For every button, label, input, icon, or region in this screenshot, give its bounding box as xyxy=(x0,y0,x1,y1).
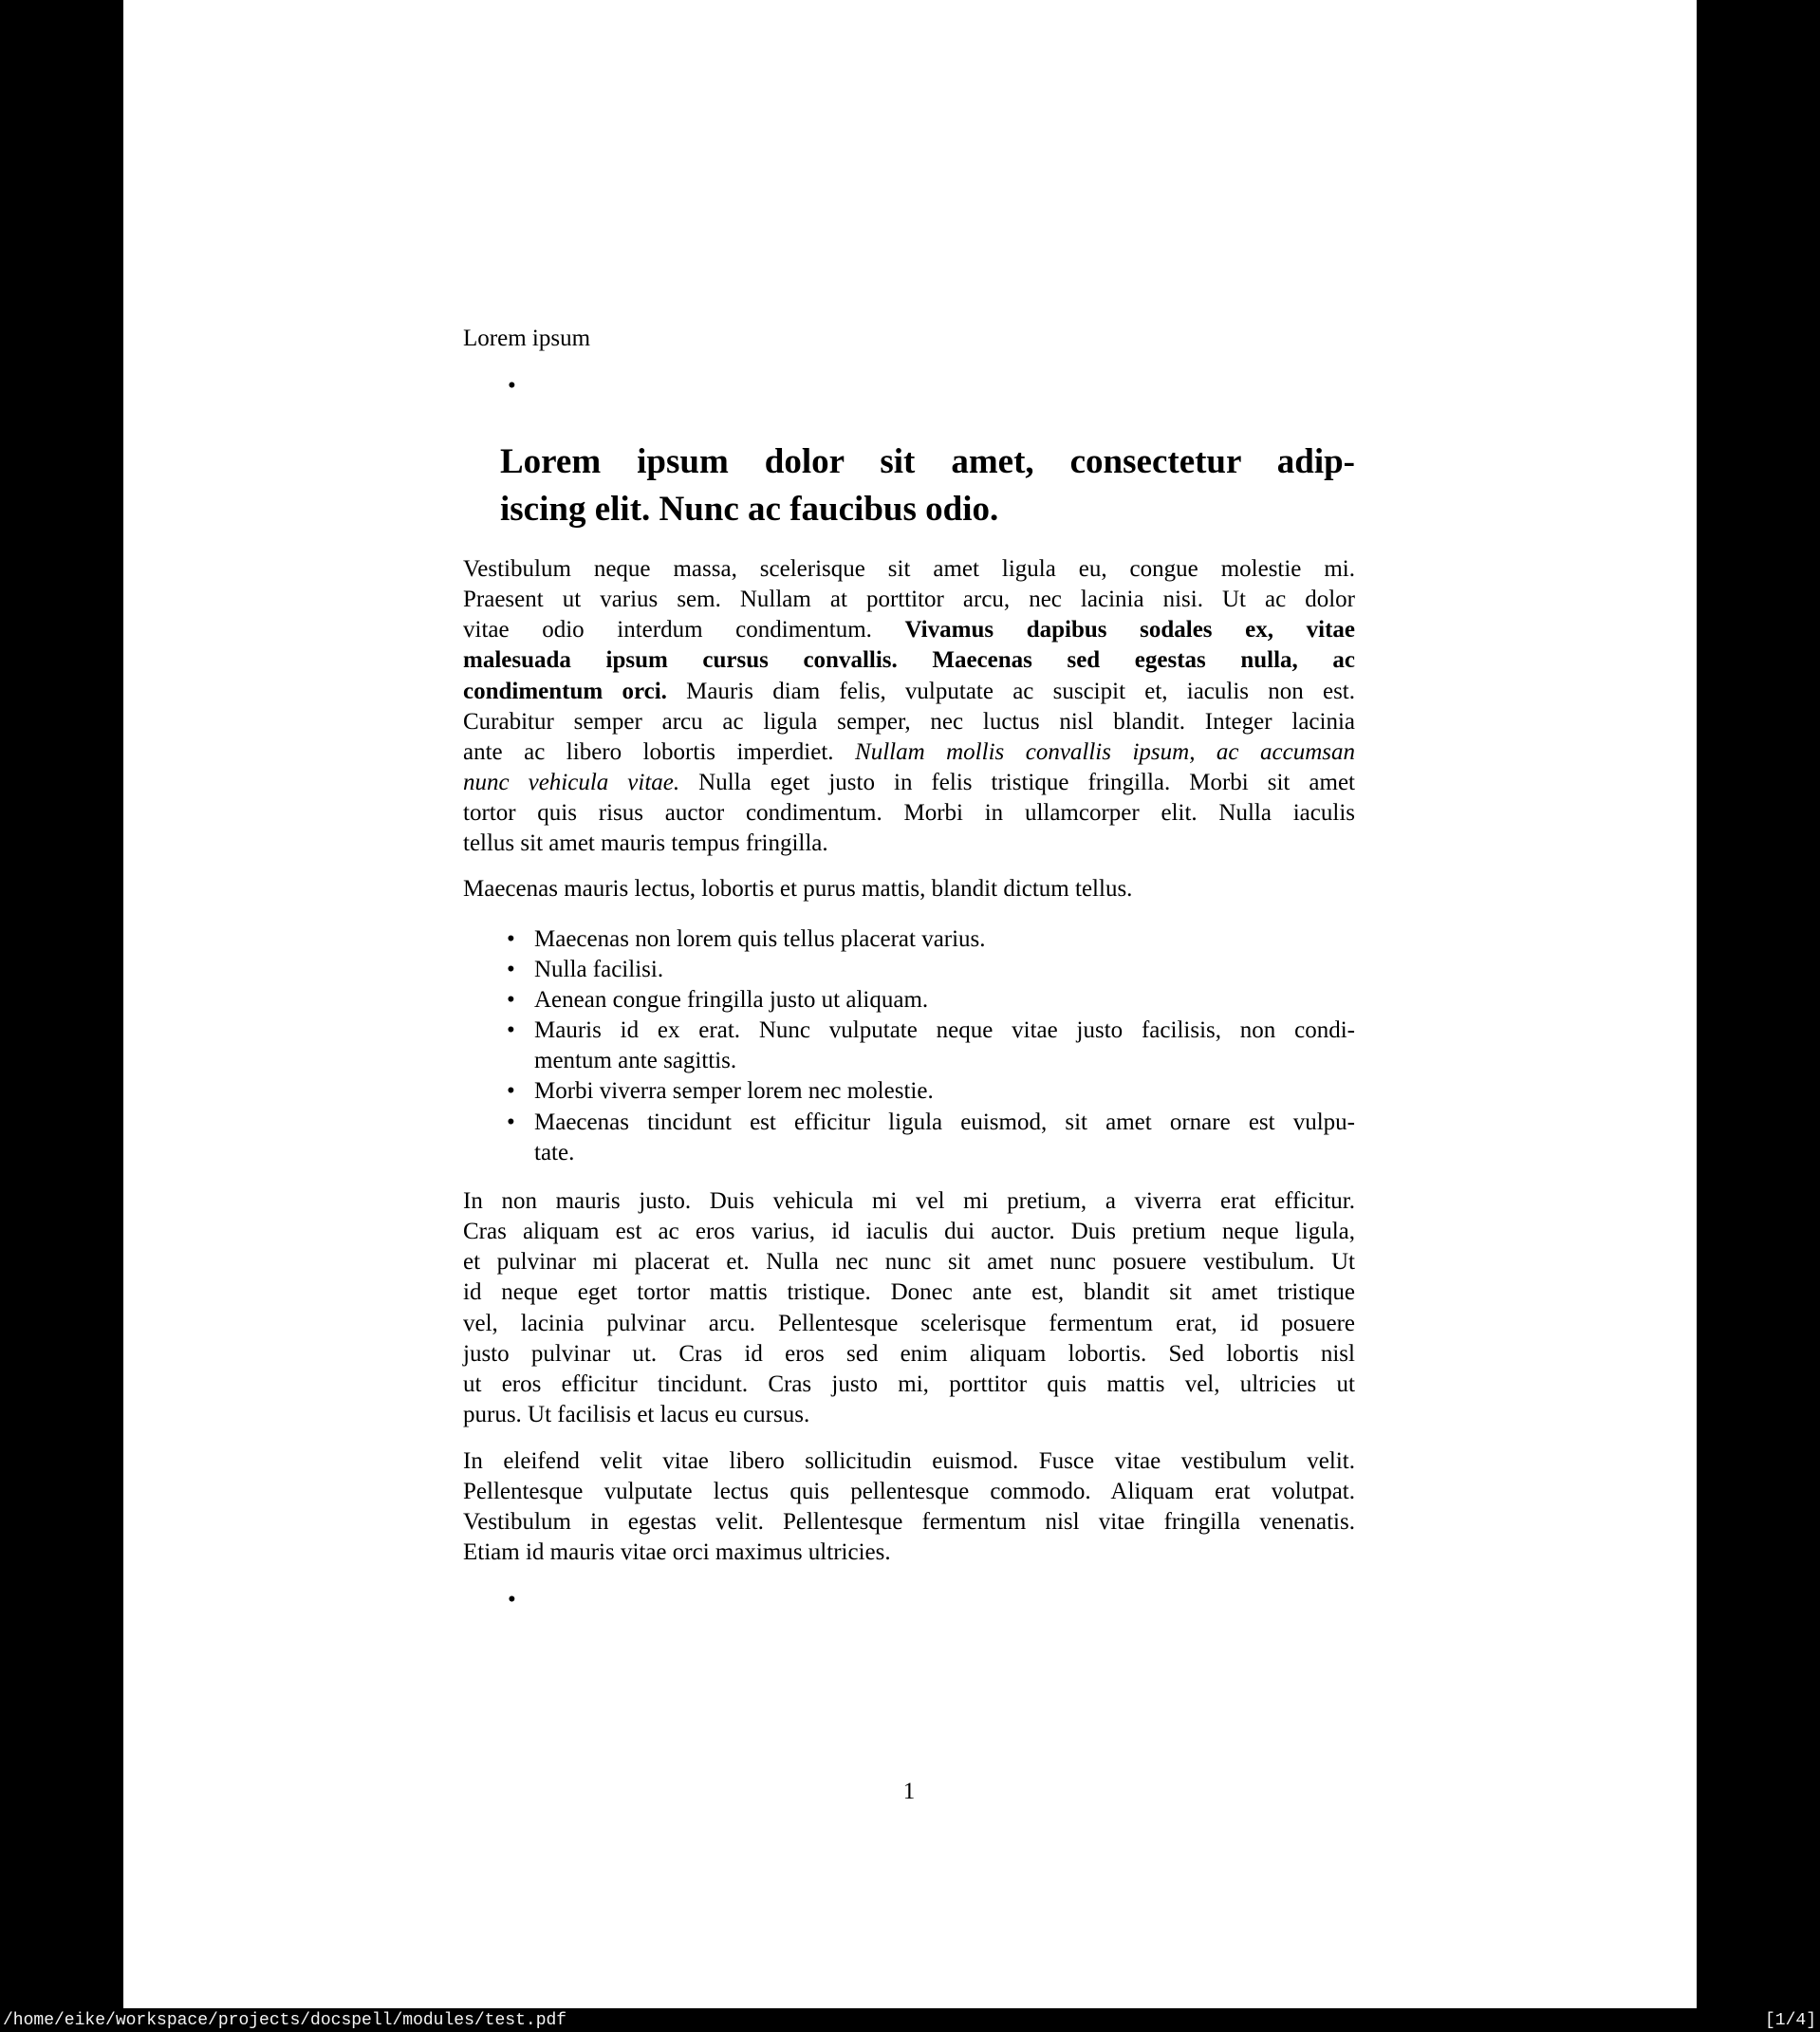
text-line: Pellentesque vulputate lectus quis pellentesque commodo. Aliquam erat volutpat. xyxy=(463,1479,1355,1505)
intro-text: Lorem ipsum xyxy=(463,326,591,351)
paragraph-in-eleifend xyxy=(463,1446,1355,1569)
text-line: tellus sit amet mauris tempus fringilla. xyxy=(463,830,828,857)
text-line: nunc vehicula vitae. Nulla eget justo in felis tristique fringilla. Morbi sit amet xyxy=(463,770,1355,796)
paragraph-vestibulum xyxy=(463,554,1355,860)
text-line: tate. xyxy=(534,1139,575,1165)
text-line: mentum ante sagittis. xyxy=(534,1048,737,1074)
text-line: iscing elit. Nunc ac faucibus odio. xyxy=(500,490,999,529)
page-number: 1 xyxy=(902,1779,916,1804)
text-line: • Mauris id ex erat. Nunc vulputate neque vitae justo facilisis, non condi- xyxy=(534,1016,1355,1046)
empty-bullet-icon: • xyxy=(508,373,516,399)
text-line: In eleifend velit vitae libero sollicitudin euismod. Fusce vitae vestibulum velit. xyxy=(463,1448,1355,1474)
text-line: condimentum orci. Mauris diam felis, vulputate ac suscipit et, iaculis non est. xyxy=(463,678,1356,704)
text-line: Lorem ipsum dolor sit amet, consectetur adip- xyxy=(500,442,1355,481)
text-line: id neque eget tortor mattis tristique. Donec ante est, blandit sit amet tristique xyxy=(463,1279,1355,1306)
statusbar-page-indicator: [1/4] xyxy=(1764,2010,1816,2030)
text-line: • Aenean congue fringilla justo ut aliquam. xyxy=(534,985,1355,1016)
statusbar-file-path: /home/eike/workspace/projects/docspell/modules/test.pdf xyxy=(3,2010,567,2030)
text-line: Curabitur semper arcu ac ligula semper, nec luctus nisl blandit. Integer lacinia xyxy=(463,708,1355,735)
text-line: Vestibulum in egestas velit. Pellentesque fermentum nisl vitae fringilla venenatis. xyxy=(463,1509,1355,1536)
bullet-icon: • xyxy=(507,1017,515,1044)
bullet-icon: • xyxy=(507,957,515,983)
text-line: In non mauris justo. Duis vehicula mi vel mi pretium, a viverra erat efficitur. xyxy=(463,1188,1355,1214)
bullet-icon: • xyxy=(507,1109,515,1135)
bullet-list xyxy=(507,924,1355,1168)
bullet-icon: • xyxy=(507,926,515,952)
text-line: • Nulla facilisi. xyxy=(534,955,1355,985)
text-line: vel, lacinia pulvinar arcu. Pellentesque scelerisque fermentum erat, id posuere xyxy=(463,1310,1355,1336)
empty-bullet-icon: • xyxy=(508,1587,516,1613)
paragraph-in-non-mauris xyxy=(463,1186,1355,1430)
pdf-page[interactable] xyxy=(123,0,1697,2008)
text-line: Maecenas mauris lectus, lobortis et purus mattis, blandit dictum tellus. xyxy=(463,876,1133,902)
text-line: tortor quis risus auctor condimentum. Morbi in ullamcorper elit. Nulla iaculis xyxy=(463,800,1355,827)
text-line: ut eros efficitur tincidunt. Cras justo mi, porttitor quis mattis vel, ultricies ut xyxy=(463,1370,1355,1397)
text-line: malesuada ipsum cursus convallis. Maecenas sed egestas nulla, ac xyxy=(463,647,1355,674)
text-line: purus. Ut facilisis et lacus eu cursus. xyxy=(463,1402,810,1428)
text-line: Cras aliquam est ac eros varius, id iaculis dui auctor. Duis pretium neque ligula, xyxy=(463,1219,1355,1245)
text-line: Etiam id mauris vitae orci maximus ultricies. xyxy=(463,1539,891,1566)
text-line: ante ac libero lobortis imperdiet. Nullam mollis convallis ipsum, ac accumsan xyxy=(463,738,1355,765)
text-line: justo pulvinar ut. Cras id eros sed enim aliquam lobortis. Sed lobortis nisl xyxy=(463,1340,1355,1367)
status-bar xyxy=(0,2008,1820,2032)
text-line: Vestibulum neque massa, scelerisque sit amet ligula eu, congue molestie mi. xyxy=(463,556,1355,582)
text-line: • Morbi viverra semper lorem nec molestie. xyxy=(534,1076,1355,1107)
bullet-icon: • xyxy=(507,1078,515,1105)
document-heading xyxy=(500,438,1355,533)
text-line: Praesent ut varius sem. Nullam at porttitor arcu, nec lacinia nisi. Ut ac dolor xyxy=(463,587,1355,613)
paragraph-maecenas-lead xyxy=(463,874,1355,904)
text-line: • Maecenas non lorem quis tellus placerat varius. xyxy=(534,924,1355,955)
text-line: et pulvinar mi placerat et. Nulla nec nunc sit amet nunc posuere vestibulum. Ut xyxy=(463,1249,1355,1276)
bullet-icon: • xyxy=(507,987,515,1014)
text-line: • Maecenas tincidunt est efficitur ligula euismod, sit amet ornare est vulpu- xyxy=(534,1108,1355,1138)
text-line: vitae odio interdum condimentum. Vivamus dapibus sodales ex, vitae xyxy=(463,617,1356,643)
